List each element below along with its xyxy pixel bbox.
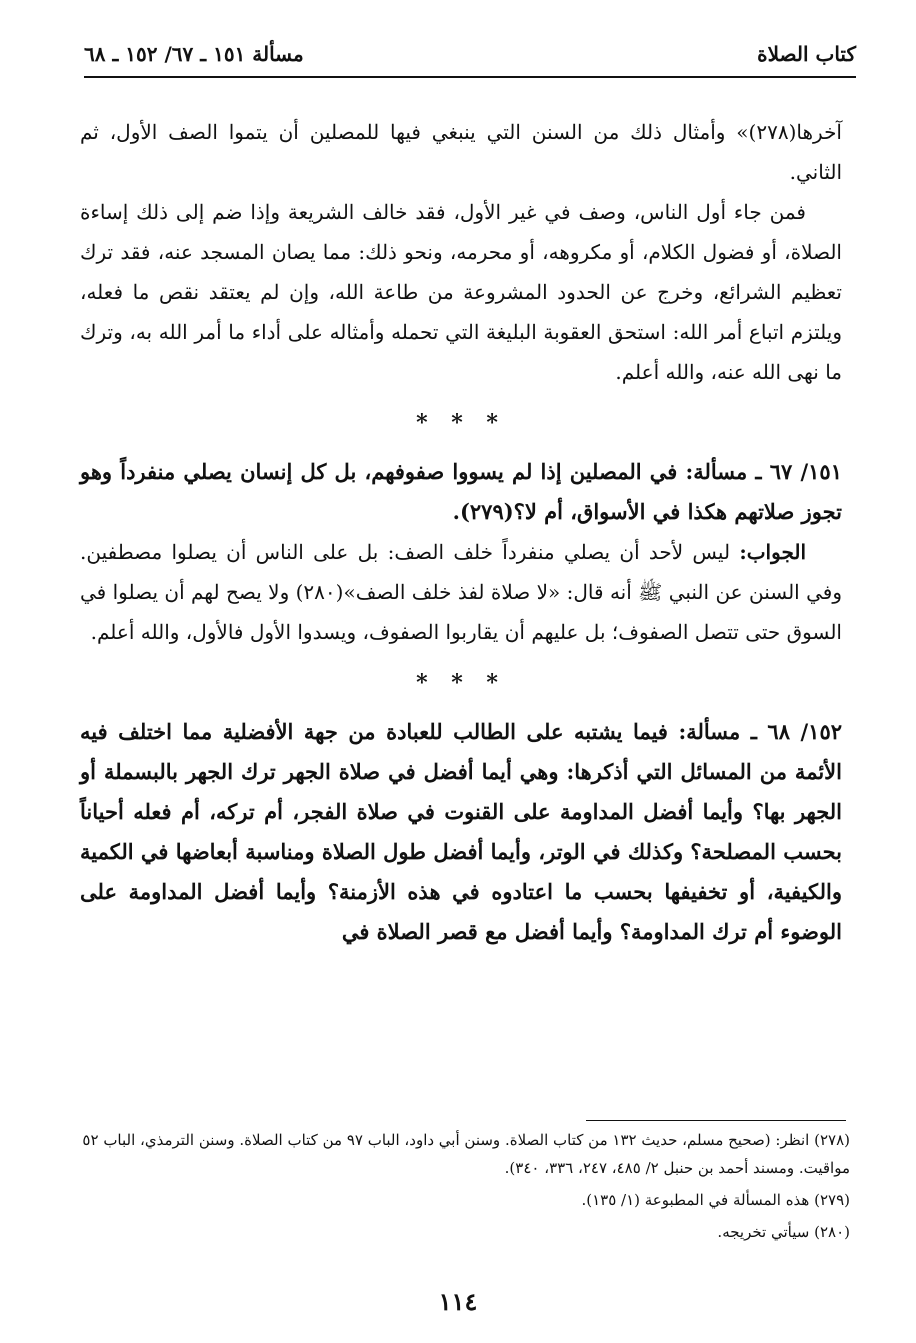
footnote-rule (586, 1120, 846, 1121)
book-title: كتاب الصلاة (757, 42, 856, 66)
header-rule (84, 76, 856, 78)
page-number: ١١٤ (438, 1287, 478, 1316)
footnotes (80, 1126, 850, 1250)
page-header (84, 40, 856, 78)
page-body (80, 112, 842, 952)
answer-151 (80, 532, 842, 652)
paragraph-ruling: فمن جاء أول الناس، وصف في غير الأول، فقد خالف الشريعة وإذا ضم إلى ذلك إساءة الصلاة، أو فضول الكلام، أو مكروهه، أو محرمه، ونحو ذلك: مما يصان المسجد عنه، فقد ترك تعظيم الشرائع، وخرج عن الحدود المشروعة من طاعة الله، وإن لم يعتقد نقص ما فعله، ويلتزم اتباع أمر الله: استحق العقوبة البليغة التي تحمله وأمثاله على أداء ما أمر الله به، وترك ما نهى الله عنه، والله أعلم. (80, 200, 842, 384)
footnote-278: (٢٧٨) انظر: (صحيح مسلم، حديث ١٣٢ من كتاب الصلاة. وسنن أبي داود، الباب ٩٧ من كتاب الصلاة. وسنن الترمذي، الباب ٥٢ مواقيت. ومسند أحمد بن حنبل ٢/ ٤٨٥، ٢٤٧، ٣٣٦، ٣٤٠). (82, 1131, 850, 1177)
question-152: ١٥٢/ ٦٨ ـ مسألة: فيما يشتبه على الطالب للعبادة من جهة الأفضلية مما اختلف فيه الأئمة من المسائل التي أذكرها: وهي أيما أفضل في صلاة الجهر ترك الجهر بالبسملة أو الجهر بها؟ وأيما أفضل المداومة على القنوت في صلاة الفجر، أم تركه، أم فعله أحياناً بحسب المصلحة؟ وكذلك في الوتر، وأيما أفضل طول الصلاة ومناسبة أبعاضها في الكمية والكيفية، أو تخفيفها بحسب ما اعتادوه في هذه الأزمنة؟ وأيما أفضل المداومة على الوضوء أم ترك المداومة؟ وأيما أفضل مع قصر الصلاة في (80, 719, 843, 944)
footnote-279: (٢٧٩) هذه المسألة في المطبوعة (١/ ١٣٥). (581, 1191, 850, 1209)
section-separator: * * * (416, 670, 506, 696)
section-separator: * * * (416, 410, 506, 436)
issue-label: مسألة ١٥١ ـ ٦٧/ ١٥٢ ـ ٦٨ (84, 42, 304, 66)
footnote-280: (٢٨٠) سيأتي تخريجه. (717, 1223, 850, 1241)
paragraph-continuation: آخرها(٢٧٨)» وأمثال ذلك من السنن التي ينبغي فيها للمصلين أن يتموا الصف الأول، ثم الثاني. (80, 120, 842, 184)
answer-151-text: ليس لأحد أن يصلي منفرداً خلف الصف: بل على الناس أن يصلوا مصطفين. وفي السنن عن النبي ﷺ أنه قال: «لا صلاة لفذ خلف الصف»(٢٨٠) ولا يصح لهم أن يصلوا في السوق حتى تتصل الصفوف؛ بل عليهم أن يقاربوا الصفوف، ويسدوا الأول فالأول، والله أعلم. (80, 540, 842, 644)
answer-label: الجواب: (739, 540, 807, 564)
question-151: ١٥١/ ٦٧ ـ مسألة: في المصلين إذا لم يسووا صفوفهم، بل كل إنسان يصلي منفرداً وهو تجوز صلاتهم هكذا في الأسواق، أم لا؟(٢٧٩). (80, 459, 842, 524)
